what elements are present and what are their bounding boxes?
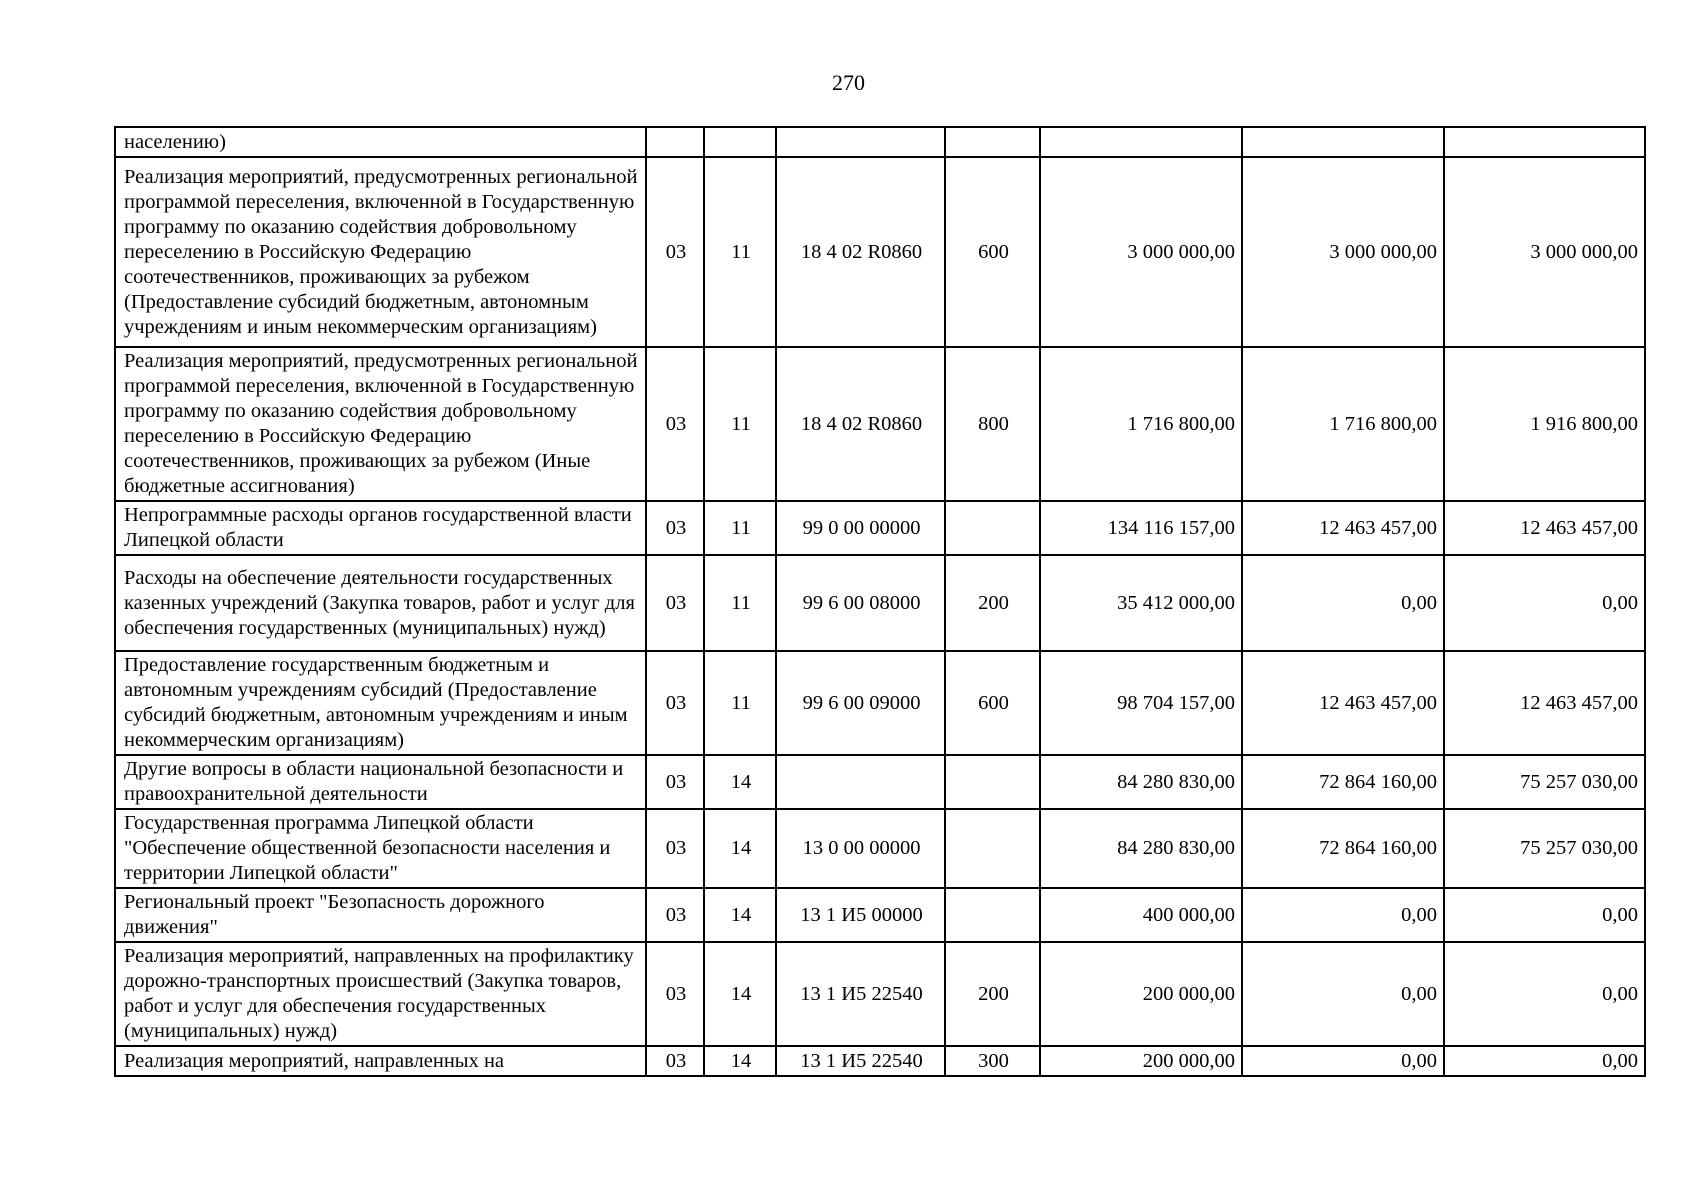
expense-type-code <box>945 888 1040 942</box>
row-description: Реализация мероприятий, предусмотренных региональной программой переселения, включенной в Государственную программу по оказанию содействия добровольному переселению в Российскую Федерацию соотечественников, проживающих за рубежом (Предоставление субсидий бюджетным, автономным учреждениям и иным некоммерческим организациям) <box>115 157 646 347</box>
amount-year-2: 0,00 <box>1242 888 1444 942</box>
budget-table <box>114 126 1646 1077</box>
target-article-code: 13 1 И5 00000 <box>776 888 945 942</box>
amount-year-2: 12 463 457,00 <box>1242 501 1444 555</box>
table-row <box>115 651 1645 755</box>
expense-type-code: 800 <box>945 347 1040 501</box>
amount-year-1: 400 000,00 <box>1040 888 1242 942</box>
target-article-code: 99 0 00 00000 <box>776 501 945 555</box>
subsection-code: 11 <box>704 347 776 501</box>
subsection-code: 11 <box>704 157 776 347</box>
target-article-code: 18 4 02 R0860 <box>776 157 945 347</box>
amount-year-2: 72 864 160,00 <box>1242 755 1444 809</box>
amount-year-3: 75 257 030,00 <box>1444 809 1645 888</box>
section-code: 03 <box>646 1046 704 1076</box>
section-code: 03 <box>646 755 704 809</box>
expense-type-code: 200 <box>945 555 1040 651</box>
amount-year-1: 200 000,00 <box>1040 1046 1242 1076</box>
row-description: Предоставление государственным бюджетным и автономным учреждениям субсидий (Предоставление субсидий бюджетным, автономным учреждениям и иным некоммерческим организациям) <box>115 651 646 755</box>
section-code <box>646 127 704 157</box>
subsection-code: 14 <box>704 888 776 942</box>
target-article-code <box>776 755 945 809</box>
amount-year-1: 134 116 157,00 <box>1040 501 1242 555</box>
target-article-code: 13 0 00 00000 <box>776 809 945 888</box>
amount-year-3: 0,00 <box>1444 555 1645 651</box>
amount-year-3: 0,00 <box>1444 888 1645 942</box>
amount-year-2: 3 000 000,00 <box>1242 157 1444 347</box>
amount-year-2 <box>1242 127 1444 157</box>
subsection-code: 11 <box>704 651 776 755</box>
expense-type-code: 300 <box>945 1046 1040 1076</box>
subsection-code <box>704 127 776 157</box>
expense-type-code: 600 <box>945 157 1040 347</box>
row-description: Расходы на обеспечение деятельности государственных казенных учреждений (Закупка товаров, работ и услуг для обеспечения государственных (муниципальных) нужд) <box>115 555 646 651</box>
target-article-code: 99 6 00 09000 <box>776 651 945 755</box>
amount-year-2: 0,00 <box>1242 555 1444 651</box>
amount-year-3: 75 257 030,00 <box>1444 755 1645 809</box>
expense-type-code: 200 <box>945 942 1040 1046</box>
row-description: Реализация мероприятий, направленных на профилактику дорожно-транспортных происшествий (Закупка товаров, работ и услуг для обеспечения государственных (муниципальных) нужд) <box>115 942 646 1046</box>
target-article-code <box>776 127 945 157</box>
subsection-code: 14 <box>704 1046 776 1076</box>
expense-type-code <box>945 501 1040 555</box>
expense-type-code <box>945 809 1040 888</box>
table-row <box>115 555 1645 651</box>
page-number: 270 <box>832 70 865 95</box>
amount-year-1: 84 280 830,00 <box>1040 755 1242 809</box>
target-article-code: 13 1 И5 22540 <box>776 1046 945 1076</box>
amount-year-1: 84 280 830,00 <box>1040 809 1242 888</box>
amount-year-3: 0,00 <box>1444 1046 1645 1076</box>
section-code: 03 <box>646 888 704 942</box>
target-article-code: 99 6 00 08000 <box>776 555 945 651</box>
table-row <box>115 888 1645 942</box>
target-article-code: 18 4 02 R0860 <box>776 347 945 501</box>
table-row <box>115 809 1645 888</box>
table-row <box>115 347 1645 501</box>
row-description: Реализация мероприятий, предусмотренных региональной программой переселения, включенной в Государственную программу по оказанию содействия добровольному переселению в Российскую Федерацию соотечественников, проживающих за рубежом (Иные бюджетные ассигнования) <box>115 347 646 501</box>
amount-year-1: 98 704 157,00 <box>1040 651 1242 755</box>
section-code: 03 <box>646 809 704 888</box>
amount-year-2: 72 864 160,00 <box>1242 809 1444 888</box>
amount-year-3: 3 000 000,00 <box>1444 157 1645 347</box>
amount-year-3: 12 463 457,00 <box>1444 651 1645 755</box>
amount-year-2: 0,00 <box>1242 942 1444 1046</box>
section-code: 03 <box>646 347 704 501</box>
subsection-code: 14 <box>704 942 776 1046</box>
amount-year-2: 1 716 800,00 <box>1242 347 1444 501</box>
subsection-code: 14 <box>704 755 776 809</box>
amount-year-2: 0,00 <box>1242 1046 1444 1076</box>
table-row <box>115 1046 1645 1076</box>
table-row <box>115 501 1645 555</box>
section-code: 03 <box>646 942 704 1046</box>
amount-year-2: 12 463 457,00 <box>1242 651 1444 755</box>
row-description: Региональный проект "Безопасность дорожного движения" <box>115 888 646 942</box>
table-row <box>115 755 1645 809</box>
subsection-code: 11 <box>704 555 776 651</box>
row-description: Государственная программа Липецкой области "Обеспечение общественной безопасности населения и территории Липецкой области" <box>115 809 646 888</box>
amount-year-3: 12 463 457,00 <box>1444 501 1645 555</box>
amount-year-1: 35 412 000,00 <box>1040 555 1242 651</box>
table-row <box>115 127 1645 157</box>
amount-year-1: 3 000 000,00 <box>1040 157 1242 347</box>
subsection-code: 14 <box>704 809 776 888</box>
row-description: населению) <box>115 127 646 157</box>
section-code: 03 <box>646 157 704 347</box>
amount-year-1: 200 000,00 <box>1040 942 1242 1046</box>
amount-year-1 <box>1040 127 1242 157</box>
table-row <box>115 942 1645 1046</box>
row-description: Реализация мероприятий, направленных на <box>115 1046 646 1076</box>
section-code: 03 <box>646 555 704 651</box>
table-body <box>115 127 1645 1076</box>
section-code: 03 <box>646 501 704 555</box>
amount-year-3: 0,00 <box>1444 942 1645 1046</box>
expense-type-code <box>945 127 1040 157</box>
target-article-code: 13 1 И5 22540 <box>776 942 945 1046</box>
row-description: Другие вопросы в области национальной безопасности и правоохранительной деятельности <box>115 755 646 809</box>
expense-type-code <box>945 755 1040 809</box>
row-description: Непрограммные расходы органов государственной власти Липецкой области <box>115 501 646 555</box>
subsection-code: 11 <box>704 501 776 555</box>
amount-year-3: 1 916 800,00 <box>1444 347 1645 501</box>
expense-type-code: 600 <box>945 651 1040 755</box>
table-row <box>115 157 1645 347</box>
section-code: 03 <box>646 651 704 755</box>
amount-year-3 <box>1444 127 1645 157</box>
amount-year-1: 1 716 800,00 <box>1040 347 1242 501</box>
